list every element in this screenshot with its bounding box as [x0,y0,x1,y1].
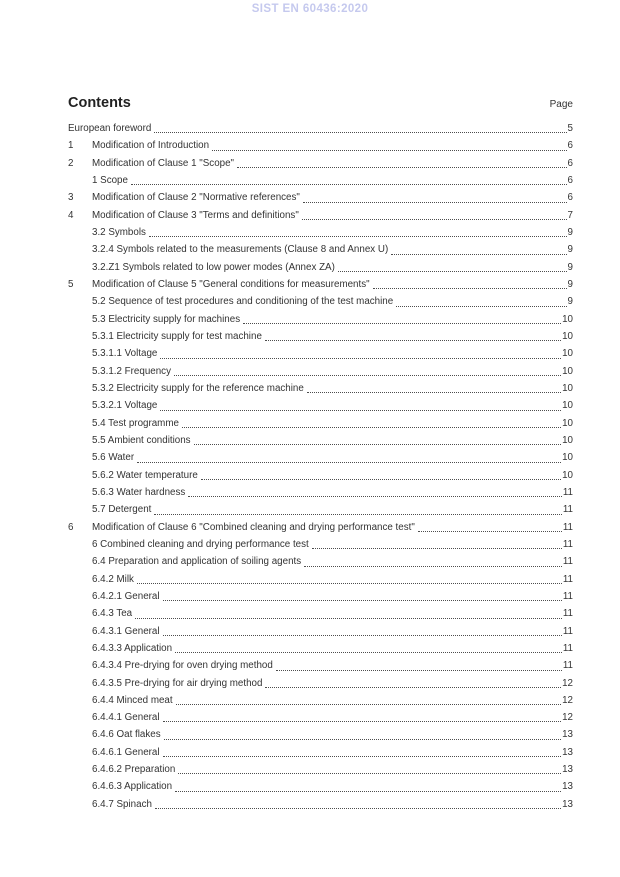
dot-leader [304,566,562,567]
toc-entry-title: 5.2 Sequence of test procedures and conditioning of the test machine [92,296,394,308]
toc-entry-page: 10 [562,434,573,446]
toc-entry-title: European foreword [68,123,152,134]
toc-entry[interactable] [68,293,573,310]
toc-entry[interactable] [68,120,573,137]
toc-entry-page: 13 [562,798,573,810]
dot-leader [163,721,562,722]
toc-entry[interactable] [68,692,573,709]
toc-entry[interactable] [68,571,573,588]
toc-entry-title: 6.4.2.1 General [92,590,160,602]
toc-entry[interactable] [68,761,573,778]
toc-entry-title: 5.3.1.2 Frequency [92,365,171,377]
toc-entry[interactable] [68,189,573,206]
toc-entry-page: 12 [562,712,573,724]
toc-entry-title: 5.6.2 Water temperature [92,469,198,481]
toc-entry-title: 5.7 Detergent [92,504,152,516]
toc-entry-page: 11 [562,608,573,620]
toc-entry[interactable] [68,553,573,570]
toc-entry-title: 6.4.3.3 Application [92,642,173,654]
dot-leader [131,184,567,185]
toc-entry-page: 6 [567,140,573,152]
toc-entry-page: 11 [562,660,573,672]
dot-leader [174,375,561,376]
toc-entry[interactable] [68,328,573,345]
toc-entry-title: 6.4.6.2 Preparation [92,764,176,776]
toc-entry-title: 3.2.Z1 Symbols related to low power modes (Annex ZA) [92,261,335,273]
toc-entry-title: 5.5 Ambient conditions [92,434,191,446]
toc-entry[interactable] [68,536,573,553]
dot-leader [154,132,566,133]
toc-entry-page: 13 [562,746,573,758]
contents-header-row [68,95,573,111]
toc-entry-number: 3 [68,192,74,204]
toc-entry-number: 6 [68,521,74,533]
dot-leader [175,652,562,653]
dot-leader [137,583,562,584]
dot-leader [391,254,566,255]
toc-entry-page: 6 [567,192,573,204]
toc-entry-title: Modification of Clause 5 "General conditions for measurements" [92,278,370,290]
toc-entry-page: 9 [567,296,573,308]
dot-leader [176,704,561,705]
toc-entry-title: 5.3.2.1 Voltage [92,400,158,412]
toc-entry-title: 3.2.4 Symbols related to the measurements (Clause 8 and Annex U) [92,244,389,256]
dot-leader [265,687,561,688]
dot-leader [237,167,567,168]
toc-entry-page: 6 [567,157,573,169]
toc-entry-title: 6.4.7 Spinach [92,798,152,810]
toc-entry[interactable] [68,605,573,622]
toc-entry[interactable] [68,207,573,224]
toc-entry-page: 10 [562,365,573,377]
toc-entry-page: 11 [562,556,573,568]
toc-entry-page: 11 [562,538,573,550]
toc-entry-page: 10 [562,400,573,412]
dot-leader [160,358,561,359]
dot-leader [188,496,562,497]
dot-leader [163,600,562,601]
toc-entry-number: 2 [68,157,74,169]
toc-entry-page: 9 [567,278,573,290]
toc-entry-page: 7 [567,209,573,221]
dot-leader [212,150,566,151]
dot-leader [163,756,562,757]
toc-entry-number: 4 [68,209,74,221]
toc-entry-title: 5.3.1 Electricity supply for test machine [92,330,262,342]
dot-leader [276,670,562,671]
page-content [68,95,573,813]
toc-entry[interactable] [68,224,573,241]
dot-leader [201,479,561,480]
toc-entry-title: Modification of Clause 2 "Normative references" [92,192,300,204]
toc-entry-page: 11 [562,590,573,602]
dot-leader [182,427,561,428]
toc-entry-title: Modification of Clause 6 "Combined cleaning and drying performance test" [92,521,415,533]
toc-entry-title: 6.4.2 Milk [92,573,134,585]
toc-entry-title: 3.2 Symbols [92,226,146,238]
toc-entry-page: 10 [562,330,573,342]
toc-entry[interactable] [68,744,573,761]
dot-leader [149,236,567,237]
dot-leader [312,548,562,549]
dot-leader [418,531,562,532]
toc-entry[interactable] [68,778,573,795]
toc-entry-title: Modification of Clause 3 "Terms and definitions" [92,209,299,221]
toc-entry[interactable] [68,501,573,518]
toc-entry[interactable] [68,259,573,276]
dot-leader [155,808,561,809]
toc-entry[interactable] [68,241,573,258]
toc-entry-title: 1 Scope [92,174,128,186]
toc-entry[interactable] [68,137,573,154]
toc-entry-page: 10 [562,382,573,394]
toc-entry[interactable] [68,623,573,640]
toc-entry-title: Modification of Introduction [92,140,210,152]
toc-entry-title: 6.4.3.1 General [92,625,160,637]
toc-entry-page: 13 [562,729,573,741]
dot-leader [137,462,561,463]
toc-entry-title: 5.6.3 Water hardness [92,486,186,498]
toc-entry-page: 11 [562,625,573,637]
toc-entry-number: 1 [68,140,74,152]
toc-entry-title: 5.3.2 Electricity supply for the reference machine [92,382,304,394]
toc-entry-title: 6.4.3.4 Pre-drying for oven drying method [92,660,273,672]
toc-entry-page: 9 [567,226,573,238]
toc-entry-page: 10 [562,452,573,464]
toc-entry-page: 11 [562,521,573,533]
dot-leader [307,392,561,393]
dot-leader [175,791,561,792]
toc-entry[interactable] [68,796,573,813]
toc-entry[interactable] [68,276,573,293]
dot-leader [373,288,567,289]
dot-leader [154,514,561,515]
toc-entry-page: 13 [562,781,573,793]
toc-entry[interactable] [68,172,573,189]
dot-leader [160,410,561,411]
toc-entry-title: 5.3 Electricity supply for machines [92,313,241,325]
toc-entry-title: 6.4 Preparation and application of soiling agents [92,556,302,568]
toc-entry[interactable] [68,726,573,743]
toc-entry-page: 10 [562,348,573,360]
toc-entry-page: 13 [562,764,573,776]
toc-entry-page: 11 [562,504,573,516]
toc-entry[interactable] [68,709,573,726]
toc-entry[interactable] [68,397,573,414]
dot-leader [194,444,562,445]
dot-leader [302,219,567,220]
toc-entry-page: 9 [567,261,573,273]
toc-entry-title: 6.4.6 Oat flakes [92,729,161,741]
dot-leader [243,323,561,324]
toc-entry-page: 10 [562,469,573,481]
toc-entry-page: 5 [567,123,573,134]
dot-leader [178,773,561,774]
toc-entry[interactable] [68,519,573,536]
contents-heading: Contents [68,95,131,111]
toc-entry-title: Modification of Clause 1 "Scope" [92,157,235,169]
toc-entry-page: 6 [567,174,573,186]
toc-entry[interactable] [68,380,573,397]
toc-entry[interactable] [68,675,573,692]
dot-leader [163,635,562,636]
toc-entry-title: 5.4 Test programme [92,417,179,429]
dot-leader [164,739,561,740]
table-of-contents [68,120,573,813]
toc-entry-page: 9 [567,244,573,256]
page-column-label: Page [549,99,573,110]
toc-entry[interactable] [68,449,573,466]
toc-entry-page: 12 [562,694,573,706]
toc-entry[interactable] [68,640,573,657]
toc-entry-page: 11 [562,642,573,654]
toc-entry[interactable] [68,467,573,484]
toc-entry[interactable] [68,657,573,674]
toc-entry[interactable] [68,484,573,501]
toc-entry-page: 10 [562,417,573,429]
toc-entry[interactable] [68,155,573,172]
dot-leader [265,340,561,341]
toc-entry[interactable] [68,345,573,362]
toc-entry-title: 6.4.3 Tea [92,608,133,620]
toc-entry-page: 11 [562,573,573,585]
dot-leader [396,306,566,307]
toc-entry[interactable] [68,311,573,328]
toc-entry-title: 6.4.3.5 Pre-drying for air drying method [92,677,263,689]
toc-entry-title: 6.4.6.3 Application [92,781,173,793]
toc-entry[interactable] [68,432,573,449]
toc-entry[interactable] [68,415,573,432]
toc-entry-page: 12 [562,677,573,689]
dot-leader [338,271,567,272]
toc-entry-page: 10 [562,313,573,325]
toc-entry-title: 6.4.4.1 General [92,712,160,724]
toc-entry-number: 5 [68,278,74,290]
toc-entry-title: 6.4.6.1 General [92,746,160,758]
toc-entry-page: 11 [562,486,573,498]
standard-reference-watermark: SIST EN 60436:2020 [251,3,369,15]
toc-entry[interactable] [68,363,573,380]
toc-entry-title: 5.6 Water [92,452,135,464]
toc-entry[interactable] [68,588,573,605]
toc-entry-title: 6 Combined cleaning and drying performance test [92,538,309,550]
dot-leader [135,618,562,619]
toc-entry-title: 5.3.1.1 Voltage [92,348,158,360]
dot-leader [303,202,567,203]
toc-entry-title: 6.4.4 Minced meat [92,694,173,706]
